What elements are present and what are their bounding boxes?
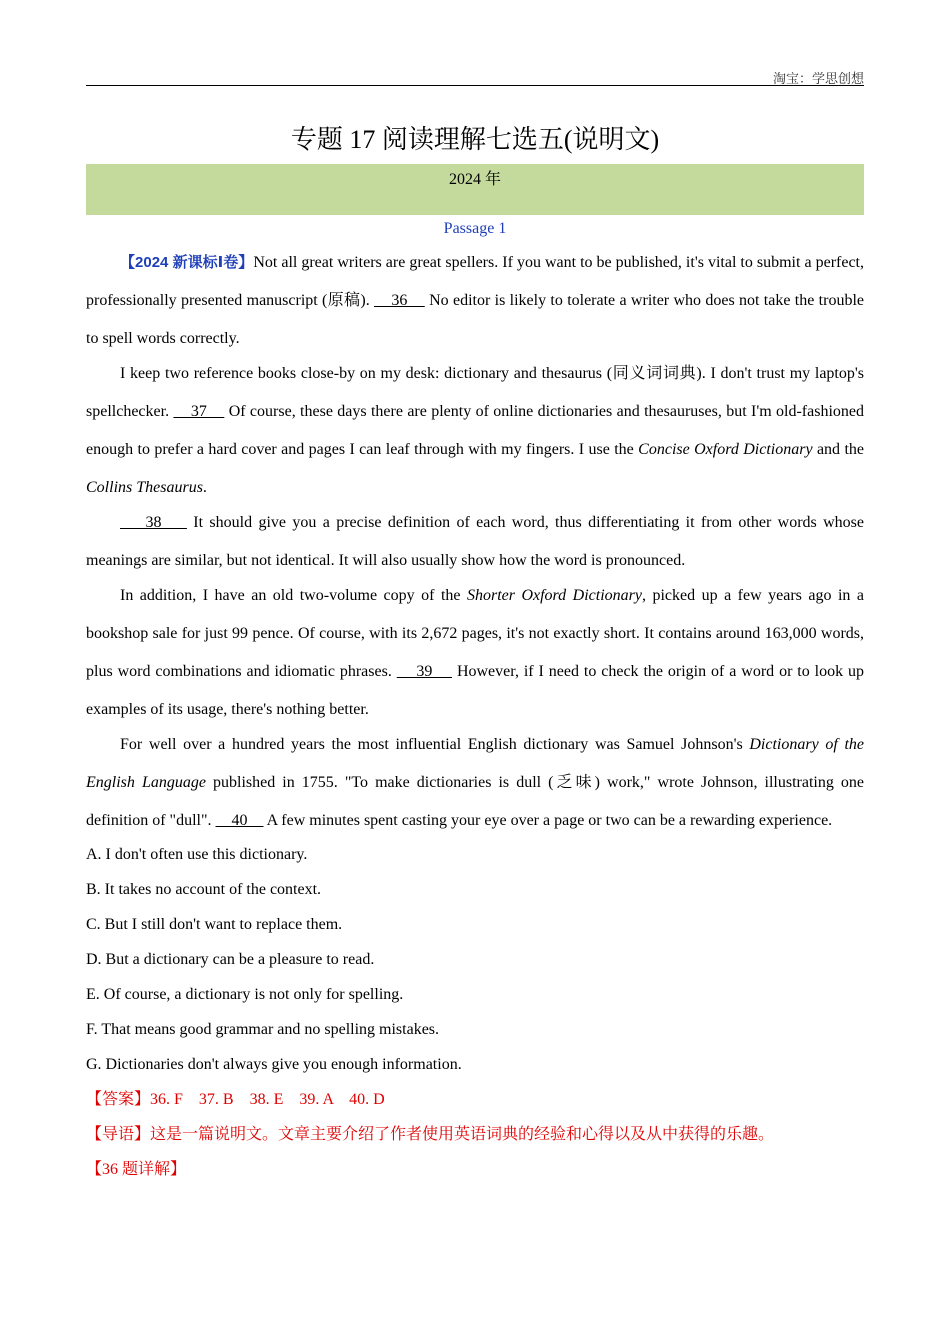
source-tag: 【2024 新课标Ⅰ卷】 [120,254,254,271]
option-b: B. It takes no account of the context. [86,881,322,898]
paragraph-5: For well over a hundred years the most influential English dictionary was Samuel Johnson's Dictionary of the English Language published in 1755. "To make dictionaries is dull (乏味) work," wrote Johnson, illustrating one definition of "dull". 40 A few minutes spent casting your eye over a page or two can be a rewarding experience. [86,736,865,829]
option-g: G. Dictionaries don't always give you enough information. [86,1056,462,1073]
option-c: C. But I still don't want to replace them. [86,916,343,933]
detail-heading: 【36 题详解】 [86,1161,187,1178]
page-title: 专题 17 阅读理解七选五(说明文) [290,125,660,154]
paragraph-4: In addition, I have an old two-volume copy of the Shorter Oxford Dictionary, picked up a few years ago in a bookshop sale for just 99 pence. Of course, with its 2,672 pages, it's not exactly short. It contains around 163,000 words, plus word combinations and idiomatic phrases. 39 However, if I need to check the origin of a word or to look up examples of its usage, there's nothing better. [86,587,865,718]
passage-title: Passage 1 [443,220,507,237]
blank-38: 38 [120,514,187,531]
passage-body [86,244,864,1187]
paragraph-2: I keep two reference books close-by on my desk: dictionary and thesaurus (同义词词典). I don't trust my laptop's spellchecker. 37 Of course, these days there are plenty of online dictionaries and thesauruses, but I'm old-fashioned enough to prefer a hard cover and pages I can leaf through with my fingers. I use the Concise Oxford Dictionary and the Collins Thesaurus. [86,365,864,496]
option-f: F. That means good grammar and no spelling mistakes. [86,1021,440,1038]
blank-39: 39 [396,663,453,680]
book-title: Shorter Oxford Dictionary [466,587,642,604]
answer-key: 【答案】36. F 37. B 38. E 39. A 40. D [86,1091,385,1108]
book-title: Dictionary of the English Language [86,736,865,791]
option-a: A. I don't often use this dictionary. [86,846,308,863]
book-title: Collins Thesaurus [86,479,203,496]
options-list [86,837,864,1082]
book-title: Concise Oxford Dictionary [638,441,813,458]
year-label: 2024 年 [448,171,501,188]
year-band [86,164,864,215]
option-d: D. But a dictionary can be a pleasure to read. [86,951,375,968]
blank-40: 40 [215,812,264,829]
paragraph-1: 【2024 新课标Ⅰ卷】Not all great writers are great spellers. If you want to be published, it's vital to submit a perfect, professionally presented manuscript (原稿). 36 No editor is likely to tolerate a writer who does not take the trouble to spell words correctly. [86,254,864,347]
blank-36: 36 [374,292,425,309]
guide-text: 【导语】这是一篇说明文。文章主要介绍了作者使用英语词典的经验和心得以及从中获得的乐趣。 [86,1126,775,1143]
header-brand: 淘宝：学思创想 [772,71,864,86]
paragraph-3: 38 It should give you a precise definition of each word, thus differentiating it from other words whose meanings are similar, but not identical. It will also usually show how the word is pronounced. [86,514,864,569]
header-rule [86,85,864,86]
option-e: E. Of course, a dictionary is not only for spelling. [86,986,404,1003]
blank-37: 37 [173,403,225,420]
